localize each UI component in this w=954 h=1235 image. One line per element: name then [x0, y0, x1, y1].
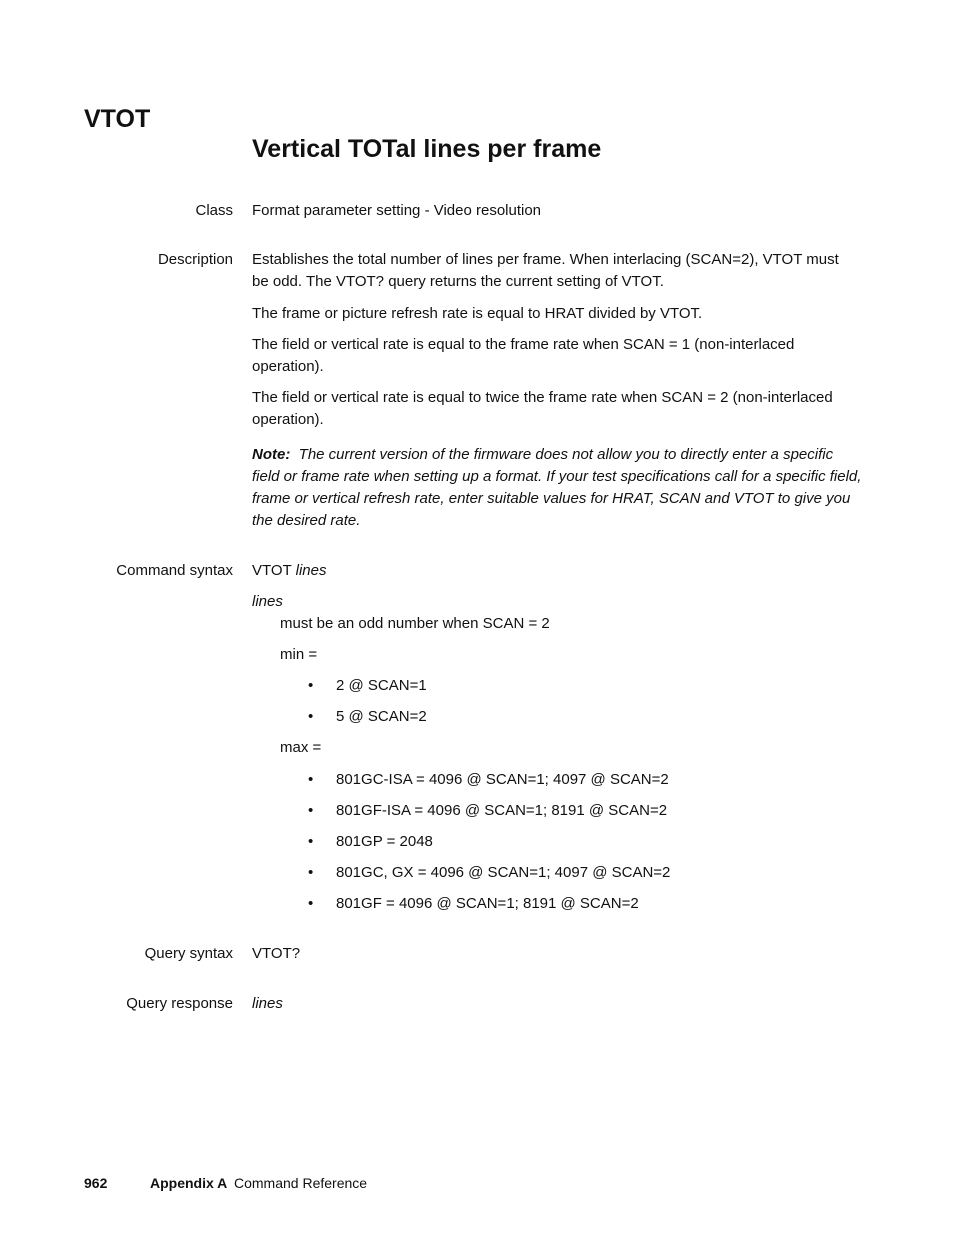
description-p3-line2: operation). [252, 358, 324, 375]
description-p3-line1: The field or vertical rate is equal to the frame rate when SCAN = 1 (non-interlaced [252, 336, 795, 353]
min-item: 2 @ SCAN=1 [336, 677, 427, 694]
param-name: lines [252, 593, 283, 610]
command-syntax-line [252, 560, 872, 582]
class-text: Format parameter setting - Video resolution [252, 202, 542, 219]
footer-chapter: Command Reference [234, 1175, 368, 1191]
max-item: 801GC-ISA = 4096 @ SCAN=1; 4097 @ SCAN=2 [336, 771, 669, 788]
footer-section: Appendix A [150, 1175, 228, 1191]
min-label: min = [280, 646, 318, 663]
note-label: Note: [252, 446, 291, 463]
class-label: Class [195, 202, 233, 219]
command-syntax-param: lines [295, 562, 327, 579]
query-response-label: Query response [126, 995, 233, 1012]
description-label: Description [157, 251, 233, 268]
query-response-text: lines [252, 995, 283, 1012]
note-line1 [252, 444, 872, 466]
bullet-icon: • [308, 708, 314, 725]
note-text: The current version of the firmware does not allow you to directly enter a specific [298, 446, 834, 463]
description-p1-line2: be odd. The VTOT? query returns the current setting of VTOT. [252, 273, 664, 290]
command-syntax-cmd: VTOT [252, 562, 292, 579]
note-line4: the desired rate. [252, 512, 361, 529]
note-line2: field or frame rate when setting up a format. If your test specifications call for a specific field, [252, 468, 862, 485]
query-syntax-label: Query syntax [144, 945, 233, 962]
max-item: 801GC, GX = 4096 @ SCAN=1; 4097 @ SCAN=2 [336, 864, 671, 881]
bullet-icon: • [308, 833, 314, 850]
description-p2: The frame or picture refresh rate is equal to HRAT divided by VTOT. [252, 305, 703, 322]
note-line3: frame or vertical refresh rate, enter suitable values for HRAT, SCAN and VTOT to give you [252, 490, 851, 507]
max-label: max = [280, 739, 322, 756]
bullet-icon: • [308, 864, 314, 881]
description-p1-line1: Establishes the total number of lines per frame. When interlacing (SCAN=2), VTOT must [252, 251, 839, 268]
query-syntax-text: VTOT? [252, 945, 301, 962]
max-item: 801GF = 4096 @ SCAN=1; 8191 @ SCAN=2 [336, 895, 639, 912]
bullet-icon: • [308, 802, 314, 819]
max-item: 801GP = 2048 [336, 833, 433, 850]
page-number: 962 [84, 1175, 108, 1191]
bullet-icon: • [308, 895, 314, 912]
max-item: 801GF-ISA = 4096 @ SCAN=1; 8191 @ SCAN=2 [336, 802, 668, 819]
min-item: 5 @ SCAN=2 [336, 708, 427, 725]
param-description: must be an odd number when SCAN = 2 [280, 615, 550, 632]
page-title: Vertical TOTal lines per frame [252, 135, 602, 163]
bullet-icon: • [308, 677, 314, 694]
description-p4-line1: The field or vertical rate is equal to twice the frame rate when SCAN = 2 (non-interlaced [252, 389, 833, 406]
command-heading: VTOT [84, 105, 151, 133]
bullet-icon: • [308, 771, 314, 788]
command-syntax-label: Command syntax [116, 562, 233, 579]
description-p4-line2: operation). [252, 411, 324, 428]
